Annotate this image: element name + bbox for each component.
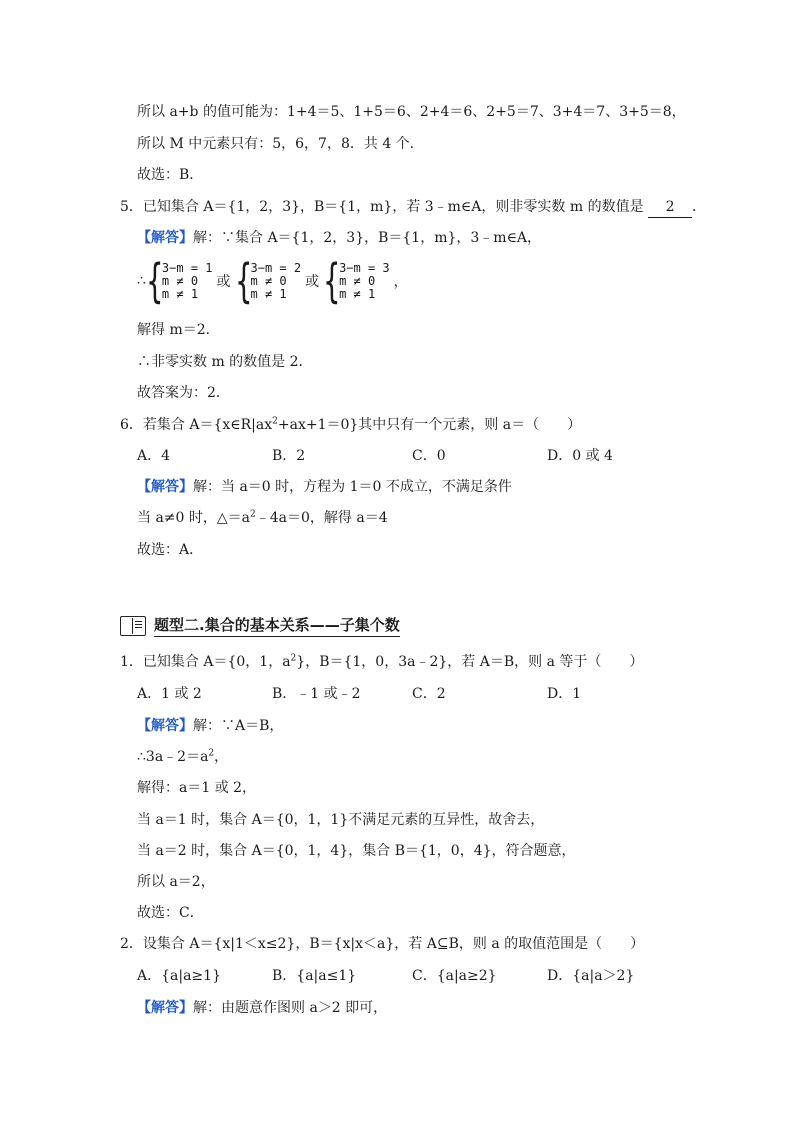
equation: m ≠ 0 — [161, 273, 199, 288]
question-text: 1．已知集合 A＝{0，1，a — [120, 654, 291, 670]
option-b: B．﹣1 或﹣2 — [272, 686, 361, 702]
solution-line: 解得：a＝1 或 2， — [137, 780, 257, 796]
solution-line: 故选：A． — [137, 542, 204, 558]
solution-line — [137, 508, 388, 528]
answer-tag: 【解答】 — [137, 479, 193, 495]
solution-line: 解得 m＝2． — [137, 322, 220, 338]
punct: ， — [393, 274, 408, 290]
question-text: +ax+1＝0}其中只有一个元素，则 a＝（ ） — [277, 417, 582, 433]
option-d: D．0 或 4 — [547, 448, 613, 464]
solution-text: 解：由题意作图则 a＞2 即可， — [193, 1000, 388, 1016]
option-a: A．1 或 2 — [137, 686, 202, 702]
answer-blank: 2 — [648, 197, 692, 218]
option-c: C．0 — [412, 448, 446, 464]
equation-systems — [137, 254, 412, 308]
or-label: 或 — [216, 274, 231, 290]
equation-system-1 — [162, 262, 213, 301]
equation: 3−m = 3 — [339, 260, 390, 275]
or-label: 或 — [305, 274, 320, 290]
solution-line — [137, 228, 541, 248]
solution-line — [137, 998, 387, 1018]
option-a: A．{a|a≥1} — [137, 968, 221, 984]
section-title: 题型二.集合的基本关系——子集个数 — [154, 614, 400, 637]
superscript: 2 — [272, 416, 278, 427]
solution-line — [137, 477, 512, 497]
problem-1-stem — [120, 652, 643, 672]
solution-line: 所以 M 中元素只有：5，6，7，8．共 4 个． — [137, 136, 424, 152]
solution-line: 所以 a＝2， — [137, 874, 215, 890]
solution-text: ∴3a﹣2＝a — [137, 749, 209, 765]
solution-line: 故选：C． — [137, 905, 204, 921]
question-text: 6．若集合 A＝{x∈R|ax — [120, 417, 273, 433]
left-brace: { — [323, 254, 341, 308]
equation: m ≠ 0 — [250, 273, 287, 288]
therefore-symbol: ∴ — [137, 273, 146, 289]
solution-line — [137, 747, 228, 767]
equation-system-2 — [251, 262, 302, 301]
solution-text: 当 a≠0 时，△＝a — [137, 510, 250, 526]
answer-tag: 【解答】 — [137, 1000, 193, 1016]
solution-line — [137, 716, 283, 736]
option-d: D．{a|a＞2} — [547, 968, 635, 984]
answer-tag: 【解答】 — [137, 718, 193, 734]
solution-line: 故选：B． — [137, 167, 204, 183]
equation: m ≠ 0 — [339, 273, 376, 288]
left-brace: { — [145, 254, 164, 308]
solution-text: 解：∵集合 A＝{1，2，3}，B＝{1，m}，3﹣m∈A， — [193, 230, 542, 246]
equation: m ≠ 1 — [250, 286, 287, 301]
option-b: B．{a|a≤1} — [272, 968, 357, 984]
option-c: C．{a|a≥2} — [412, 968, 497, 984]
left-brace: { — [234, 254, 253, 308]
solution-text: 解：∵A＝B， — [193, 718, 284, 734]
solution-line: 当 a＝1 时，集合 A＝{0，1，1}不满足元素的互异性，故舍去， — [137, 812, 545, 828]
question-text: 5．已知集合 A＝{1，2，3}，B＝{1，m}，若 3﹣m∈A，则非零实数 m 的数值是 — [120, 199, 644, 215]
superscript: 2 — [290, 653, 297, 664]
punct: ． — [692, 199, 707, 215]
question-6-stem — [120, 415, 581, 435]
question-text: }，B＝{1，0，3a﹣2}，若 A＝B，则 a 等于（ ） — [296, 654, 644, 670]
question-5-stem — [120, 197, 706, 218]
solution-line: 当 a＝2 时，集合 A＝{0，1，4}，集合 B＝{1，0，4}，符合题意， — [137, 843, 576, 859]
problem-2-stem: 2．设集合 A＝{x|1＜x≤2}，B＝{x|x＜a}，若 A⊆B，则 a 的取值范围是（ ） — [120, 936, 645, 952]
option-a: A．4 — [137, 448, 171, 464]
section-header — [120, 614, 400, 637]
book-icon — [120, 616, 146, 636]
superscript: 2 — [208, 748, 215, 759]
solution-text: ﹣4a＝0，解得 a＝4 — [255, 510, 388, 526]
solution-text: ， — [214, 749, 229, 765]
equation: 3−m = 1 — [161, 260, 213, 275]
superscript: 2 — [250, 509, 256, 520]
answer-tag: 【解答】 — [137, 230, 193, 246]
option-c: C．2 — [412, 686, 446, 702]
equation: m ≠ 1 — [339, 286, 376, 301]
solution-line: 故答案为：2． — [137, 385, 230, 401]
solution-line: ∴非零实数 m 的数值是 2． — [137, 354, 313, 370]
option-d: D．1 — [547, 686, 582, 702]
option-b: B．2 — [272, 448, 306, 464]
equation: m ≠ 1 — [161, 286, 199, 301]
solution-text: 解：当 a＝0 时，方程为 1＝0 不成立，不满足条件 — [193, 479, 512, 495]
equation-system-3 — [339, 262, 390, 301]
equation: 3−m = 2 — [250, 260, 302, 275]
solution-line: 所以 a+b 的值可能为：1+4＝5、1+5＝6、2+4＝6、2+5＝7、3+4＝7、3+5＝8， — [137, 104, 686, 120]
